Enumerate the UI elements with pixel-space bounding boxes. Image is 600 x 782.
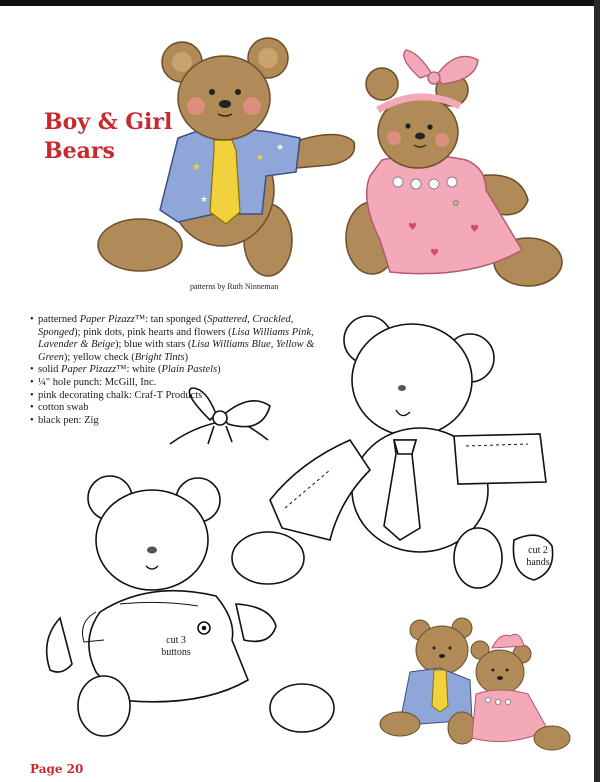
materials-item-text: ); blue with stars ( [114, 339, 192, 351]
finished-bears-thumbnail [380, 618, 570, 750]
pattern-boy-head [344, 316, 494, 436]
materials-item-italic-text: Plain Pastels [161, 364, 218, 376]
title-line-2: Bears [44, 138, 115, 164]
materials-item-text: solid [38, 364, 62, 376]
materials-item-text: black pen: Zig [38, 414, 99, 426]
materials-item-text: ™: tan sponged ( [134, 314, 208, 325]
pattern-girl-dress [47, 591, 334, 736]
materials-item-text: ¼" hole punch: McGill, Inc. [38, 376, 157, 388]
materials-item-italic-text: Lisa Williams Pink, Lavender & Beige [38, 326, 314, 351]
pattern-girl-head [88, 476, 220, 590]
materials-item-italic-text: Paper Pizazz [79, 314, 135, 325]
title-line-1: Boy & Girl [44, 109, 173, 135]
materials-item [30, 415, 330, 428]
materials-item-text: ™: white ( [116, 364, 162, 376]
photo-credit: patterns by Ruth Ninneman [190, 282, 279, 291]
materials-list [30, 314, 330, 427]
note-cut-buttons: cut 3 buttons [161, 635, 191, 658]
girl-bear-illustration [346, 50, 562, 286]
materials-item-text: patterned [38, 314, 80, 325]
svg-text:♥: ♥ [408, 222, 417, 233]
svg-text:★: ★ [276, 143, 285, 153]
svg-text:★: ★ [200, 195, 209, 205]
materials-item-text: pink decorating chalk: Craf-T Products [38, 389, 203, 401]
materials-item-text: ); yellow check ( [63, 351, 135, 363]
materials-item-text: ) [217, 364, 221, 376]
boy-bear-illustration [98, 38, 355, 276]
materials-item [30, 314, 330, 364]
materials-item [30, 390, 330, 403]
materials-item-italic-text: Spattered, Crackled, Sponged [38, 314, 294, 338]
page-number: Page 20 [30, 762, 84, 776]
svg-text:♥: ♥ [430, 248, 439, 259]
materials-item-italic-text: Lisa Williams Blue, Yellow & Green [38, 339, 315, 363]
svg-text:✿: ✿ [452, 199, 460, 209]
note-cut-hands: cut 2 hands [526, 545, 550, 568]
svg-text:★: ★ [256, 153, 265, 163]
materials-item-italic-text: Bright Tints [134, 351, 185, 363]
materials-item-text: ) [184, 351, 189, 363]
materials-item-italic-text: Paper Pizazz [61, 364, 117, 376]
materials-item [30, 402, 330, 415]
svg-text:♥: ♥ [470, 224, 479, 235]
materials-item-text: ); pink dots, pink hearts and flowers ( [74, 326, 232, 338]
pattern-boy-body [232, 428, 546, 588]
materials-item [30, 377, 330, 390]
materials-item [30, 364, 330, 377]
materials-item-text: cotton swab [38, 402, 89, 414]
svg-text:★: ★ [192, 162, 201, 173]
